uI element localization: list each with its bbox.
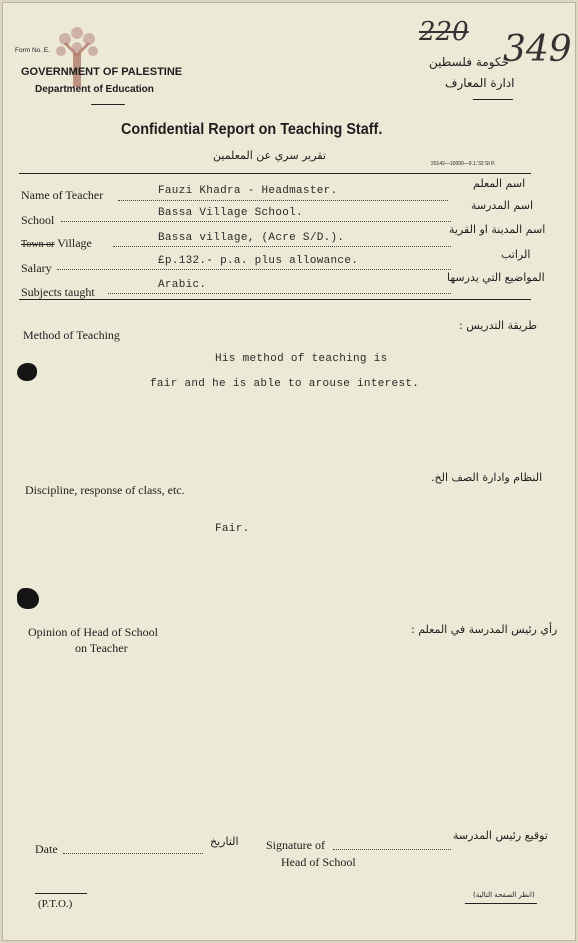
pto-rule [35,893,87,894]
handwritten-number: 349 [503,29,572,70]
arabic-department: ادارة المعارف [445,76,515,90]
date-label: Date [35,842,58,856]
punch-hole-bottom [17,588,39,609]
label-school: School [21,213,55,227]
pto-arabic-rule [465,903,537,904]
value-salary: £p.132.- p.a. plus allowance. [158,255,359,267]
signature-arabic-label: توقيع رئيس المدرسة [453,829,548,842]
village-label-text: Village [57,236,92,250]
value-school: Bassa Village School. [158,207,303,219]
punch-hole-top [17,363,37,381]
signature-sub-label: Head of School [281,855,356,869]
date-arabic-label: التاريخ [210,835,239,848]
label-salary: Salary [21,261,52,275]
arabic-government: حكومة فلسطين [429,55,509,69]
fields-bottom-rule [19,299,531,300]
government-heading: GOVERNMENT OF PALESTINE [21,66,183,78]
signature-label: Signature of [266,838,325,852]
struck-handwritten-number: 220 [419,17,469,47]
form-number: Form No. E. [15,47,51,54]
method-text-line2: fair and he is able to arouse interest. [150,378,420,390]
arabic-title: تقرير سري عن المعلمين [213,149,326,162]
method-arabic-label: طريقة التدريس : [459,319,537,332]
top-rule [19,173,531,174]
value-name: Fauzi Khadra - Headmaster. [158,185,338,197]
header-divider [91,104,125,105]
arabic-label-name: اسم المعلم [473,177,526,190]
dotline-signature [333,849,451,850]
print-code: 20142—10000—9.1.'32 St P. [431,161,496,167]
dotline-date [63,853,203,854]
department-heading: Department of Education [35,84,154,95]
method-text-line1: His method of teaching is [215,353,388,365]
arabic-label-school: اسم المدرسة [471,199,534,212]
label-name: Name of Teacher [21,188,104,202]
value-village: Bassa village, (Acre S/D.). [158,232,345,244]
arabic-label-subjects: المواضيع التي يدرسها [447,271,545,284]
struck-town-label: Town or [21,239,55,250]
arabic-label-village: اسم المدينة او القرية [449,223,546,236]
report-form [2,2,576,941]
dotline-subjects [108,293,451,294]
dotline-village [113,246,451,247]
opinion-label-line2: on Teacher [75,641,128,655]
arabic-label-salary: الراتب [501,248,531,261]
value-subjects: Arabic. [158,279,207,291]
discipline-arabic-label: النظام وادارة الصف الخ. [431,471,543,484]
dotline-school [61,221,451,222]
arabic-header-divider [473,99,513,100]
dotline-name [118,200,448,201]
pto-arabic-label: (انظر الصفحة التالية) [473,891,535,899]
opinion-label-line1: Opinion of Head of School [28,625,158,639]
discipline-label: Discipline, response of class, etc. [25,483,185,497]
opinion-arabic-label: رأي رئيس المدرسة في المعلم : [411,623,558,636]
dotline-salary [57,269,451,270]
pto-label: (P.T.O.) [38,898,73,910]
label-village [21,236,92,251]
discipline-value: Fair. [215,523,250,535]
form-title: Confidential Report on Teaching Staff. [121,121,383,138]
tree-logo-icon [51,25,103,89]
method-label: Method of Teaching [23,328,120,342]
label-subjects: Subjects taught [21,285,95,299]
